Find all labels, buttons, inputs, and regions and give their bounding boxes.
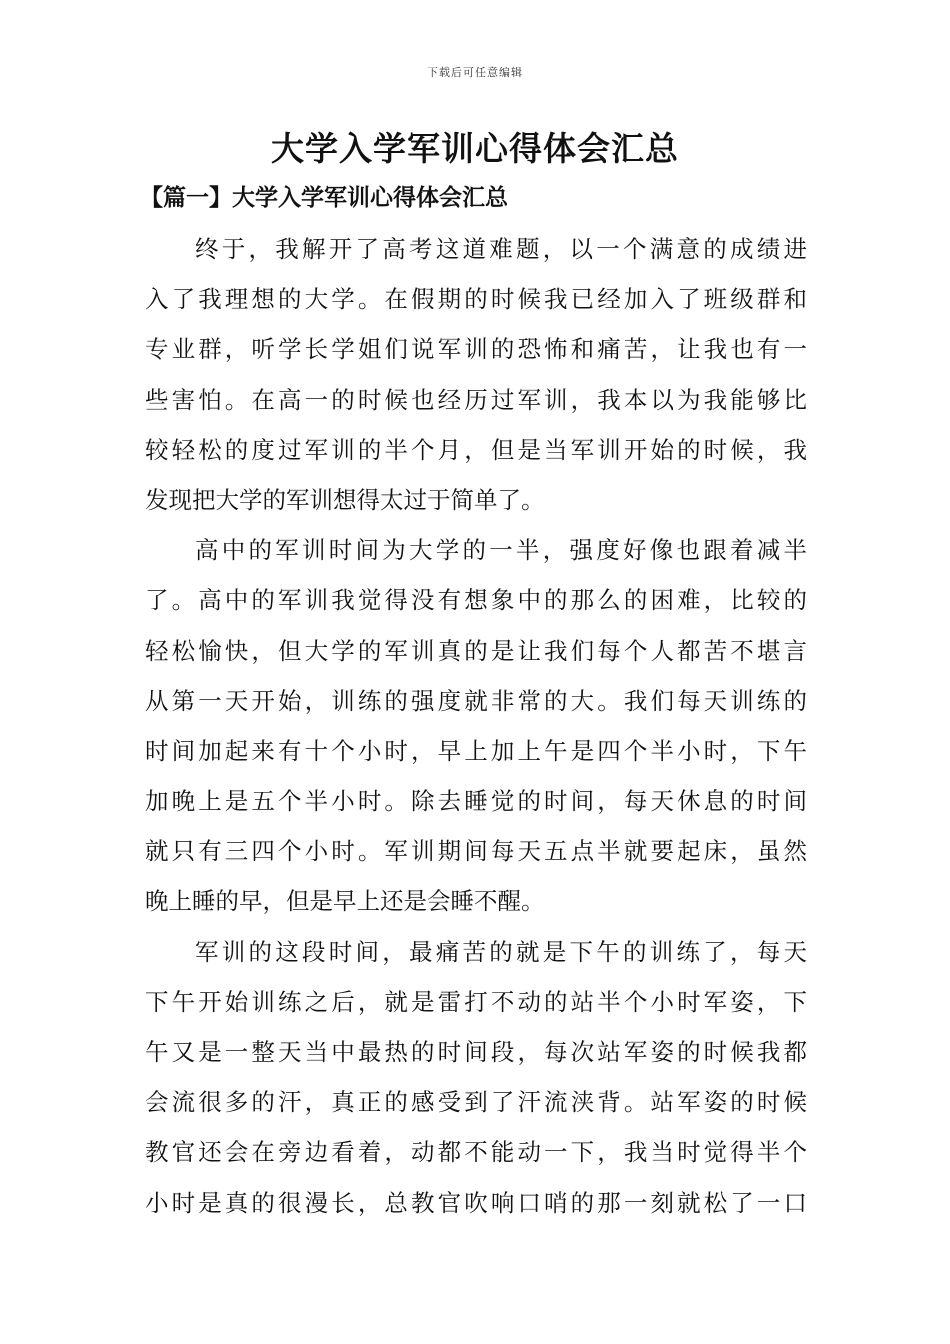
- paragraph-2-line-3: 轻松愉快，但大学的军训真的是让我们每个人都苦不堪言: [145, 636, 807, 665]
- paragraph-2-line-8: 晚上睡的早，但是早上还是会睡不醒。: [145, 887, 545, 916]
- paragraph-1-line-1: 终于，我解开了高考这道难题，以一个满意的成绩进: [195, 235, 807, 263]
- paragraph-2-line-7: 就只有三四个小时。军训期间每天五点半就要起床，虽然: [145, 837, 807, 866]
- paragraph-1-line-3: 专业群，听学长学姐们说军训的恐怖和痛苦，让我也有一: [145, 335, 807, 364]
- paragraph-3-line-5: 教官还会在旁边看着，动都不能动一下，我当时觉得半个: [145, 1138, 807, 1167]
- document-title: 大学入学军训心得体会汇总: [271, 129, 679, 168]
- header-note: 下载后可任意编辑: [427, 66, 523, 79]
- paragraph-2-line-5: 时间加起来有十个小时，早上加上午是四个半小时，下午: [145, 736, 807, 765]
- paragraph-3-line-1: 军训的这段时间，最痛苦的就是下午的训练了，每天: [195, 937, 807, 966]
- paragraph-1-line-5: 较轻松的度过军训的半个月，但是当军训开始的时候，我: [145, 435, 807, 464]
- paragraph-3-line-2: 下午开始训练之后，就是雷打不动的站半个小时军姿，下: [145, 987, 807, 1016]
- paragraph-2-line-1: 高中的军训时间为大学的一半，强度好像也跟着减半: [195, 536, 807, 565]
- paragraph-1-line-2: 入了我理想的大学。在假期的时候我已经加入了班级群和: [145, 285, 807, 314]
- paragraph-1-line-6: 发现把大学的军训想得太过于简单了。: [145, 485, 545, 514]
- paragraph-2-line-4: 从第一天开始，训练的强度就非常的大。我们每天训练的: [145, 686, 807, 715]
- body-text: [145, 224, 807, 1228]
- paragraph-1-line-4: 些害怕。在高一的时候也经历过军训，我本以为我能够比: [145, 385, 807, 414]
- section-heading: 【篇一】大学入学军训心得体会汇总: [140, 184, 508, 211]
- paragraph-2-line-6: 加晚上是五个半小时。除去睡觉的时间，每天休息的时间: [145, 787, 807, 816]
- paragraph-2-line-2: 了。高中的军训我觉得没有想象中的那么的困难，比较的: [145, 586, 807, 615]
- paragraph-3-line-4: 会流很多的汗，真正的感受到了汗流浃背。站军姿的时候: [145, 1088, 807, 1117]
- paragraph-3-line-3: 午又是一整天当中最热的时间段，每次站军姿的时候我都: [145, 1038, 807, 1066]
- paragraph-3-line-6: 小时是真的很漫长，总教官吹响口哨的那一刻就松了一口: [145, 1188, 807, 1217]
